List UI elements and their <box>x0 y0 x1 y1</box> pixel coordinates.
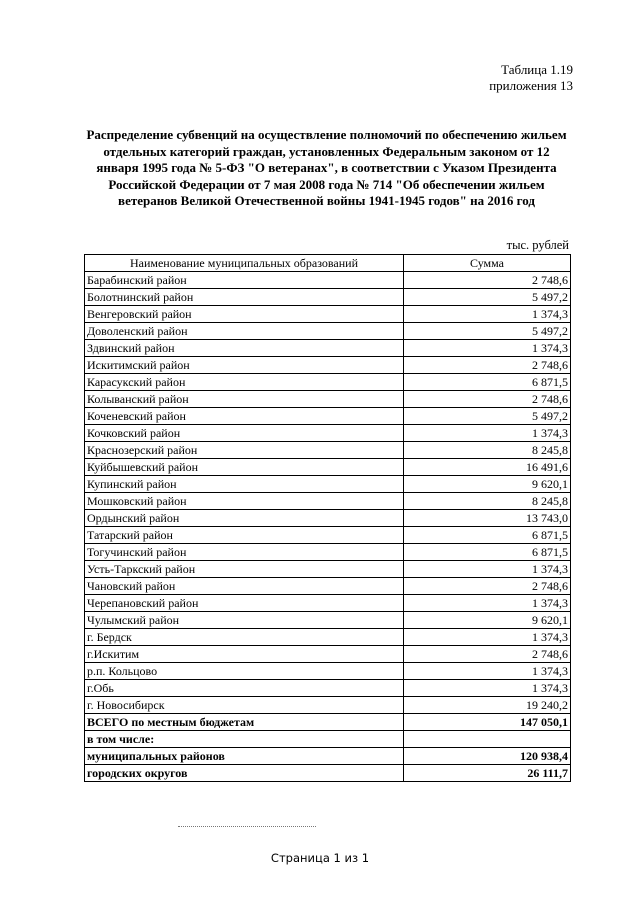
municipality-name: Болотнинский район <box>85 289 404 306</box>
amount-value: 1 374,3 <box>404 306 571 323</box>
municipality-name: Здвинский район <box>85 340 404 357</box>
table-row <box>85 340 571 357</box>
municipality-name: г.Обь <box>85 680 404 697</box>
table-row <box>85 408 571 425</box>
amount-value: 9 620,1 <box>404 612 571 629</box>
table-row <box>85 527 571 544</box>
table-row <box>85 595 571 612</box>
amount-value: 1 374,3 <box>404 680 571 697</box>
total-label: ВСЕГО по местным бюджетам <box>85 714 404 731</box>
municipality-name: г.Искитим <box>85 646 404 663</box>
amount-value: 8 245,8 <box>404 442 571 459</box>
municipality-name: Коченевский район <box>85 408 404 425</box>
amount-value: 2 748,6 <box>404 272 571 289</box>
table-row <box>85 493 571 510</box>
table-row <box>85 680 571 697</box>
amount-value: 19 240,2 <box>404 697 571 714</box>
table-row <box>85 374 571 391</box>
breakdown-label: городских округов <box>85 765 404 782</box>
including-value <box>404 731 571 748</box>
municipality-name: Чановский район <box>85 578 404 595</box>
breakdown-label: муниципальных районов <box>85 748 404 765</box>
municipality-name: Купинский район <box>85 476 404 493</box>
breakdown-row-districts <box>85 748 571 765</box>
caption-appendix: приложения 13 <box>489 78 573 93</box>
table-row <box>85 306 571 323</box>
amount-value: 6 871,5 <box>404 527 571 544</box>
table-row <box>85 561 571 578</box>
table-row <box>85 510 571 527</box>
amount-value: 6 871,5 <box>404 374 571 391</box>
amount-value: 1 374,3 <box>404 425 571 442</box>
amount-value: 5 497,2 <box>404 289 571 306</box>
amount-value: 8 245,8 <box>404 493 571 510</box>
table-header-row <box>85 255 571 272</box>
page-footer: Страница 1 из 1 <box>270 851 370 865</box>
table-row <box>85 646 571 663</box>
header-municipality: Наименование муниципальных образований <box>85 255 404 272</box>
municipality-name: Барабинский район <box>85 272 404 289</box>
total-row <box>85 714 571 731</box>
municipality-name: г. Новосибирск <box>85 697 404 714</box>
amount-value: 13 743,0 <box>404 510 571 527</box>
table-row <box>85 544 571 561</box>
amount-value: 1 374,3 <box>404 561 571 578</box>
amount-value: 2 748,6 <box>404 357 571 374</box>
amount-value: 1 374,3 <box>404 595 571 612</box>
including-label: в том числе: <box>85 731 404 748</box>
municipality-name: Кочковский район <box>85 425 404 442</box>
municipality-name: Тогучинский район <box>85 544 404 561</box>
table-row <box>85 391 571 408</box>
subsidy-table <box>84 254 571 782</box>
footnote-separator <box>178 826 316 827</box>
table-row <box>85 459 571 476</box>
table-row <box>85 629 571 646</box>
amount-value: 5 497,2 <box>404 408 571 425</box>
municipality-name: Усть-Таркский район <box>85 561 404 578</box>
municipality-name: г. Бердск <box>85 629 404 646</box>
municipality-name: Ордынский район <box>85 510 404 527</box>
amount-value: 9 620,1 <box>404 476 571 493</box>
amount-value: 6 871,5 <box>404 544 571 561</box>
table-row <box>85 323 571 340</box>
breakdown-value: 26 111,7 <box>404 765 571 782</box>
table-row <box>85 272 571 289</box>
amount-value: 2 748,6 <box>404 646 571 663</box>
municipality-name: Доволенский район <box>85 323 404 340</box>
municipality-name: Венгеровский район <box>85 306 404 323</box>
municipality-name: Карасукский район <box>85 374 404 391</box>
breakdown-value: 120 938,4 <box>404 748 571 765</box>
table-row <box>85 289 571 306</box>
amount-value: 1 374,3 <box>404 663 571 680</box>
municipality-name: Чулымский район <box>85 612 404 629</box>
amount-value: 1 374,3 <box>404 629 571 646</box>
amount-value: 2 748,6 <box>404 391 571 408</box>
total-value: 147 050,1 <box>404 714 571 731</box>
table-body <box>85 272 571 714</box>
table-row <box>85 578 571 595</box>
amount-value: 1 374,3 <box>404 340 571 357</box>
amount-value: 2 748,6 <box>404 578 571 595</box>
municipality-name: Колыванский район <box>85 391 404 408</box>
table-row <box>85 612 571 629</box>
municipality-name: Краснозерский район <box>85 442 404 459</box>
table-caption <box>489 62 573 94</box>
municipality-name: Искитимский район <box>85 357 404 374</box>
caption-table-number: Таблица 1.19 <box>501 62 573 77</box>
units-label: тыс. рублей <box>506 238 569 252</box>
municipality-name: Черепановский район <box>85 595 404 612</box>
table-row <box>85 357 571 374</box>
table-row <box>85 663 571 680</box>
header-amount: Сумма <box>404 255 571 272</box>
municipality-name: Куйбышевский район <box>85 459 404 476</box>
table-row <box>85 697 571 714</box>
table-row <box>85 425 571 442</box>
document-title: Распределение субвенций на осуществление полномочий по обеспечению жильем отдельных категорий граждан, установленных Федеральным законом от 12 января 1995 года № 5-ФЗ "О ветеранах", в соответствии с Указом Президента Российской Федерации от 7 мая 2008 года № 714 "Об обеспечении жильем ветеранов Великой Отечественной войны 1941-1945 годов" на 2016 год <box>86 127 567 208</box>
amount-value: 5 497,2 <box>404 323 571 340</box>
municipality-name: Мошковский район <box>85 493 404 510</box>
amount-value: 16 491,6 <box>404 459 571 476</box>
municipality-name: Татарский район <box>85 527 404 544</box>
including-row <box>85 731 571 748</box>
municipality-name: р.п. Кольцово <box>85 663 404 680</box>
breakdown-row-cities <box>85 765 571 782</box>
table-row <box>85 442 571 459</box>
table-row <box>85 476 571 493</box>
